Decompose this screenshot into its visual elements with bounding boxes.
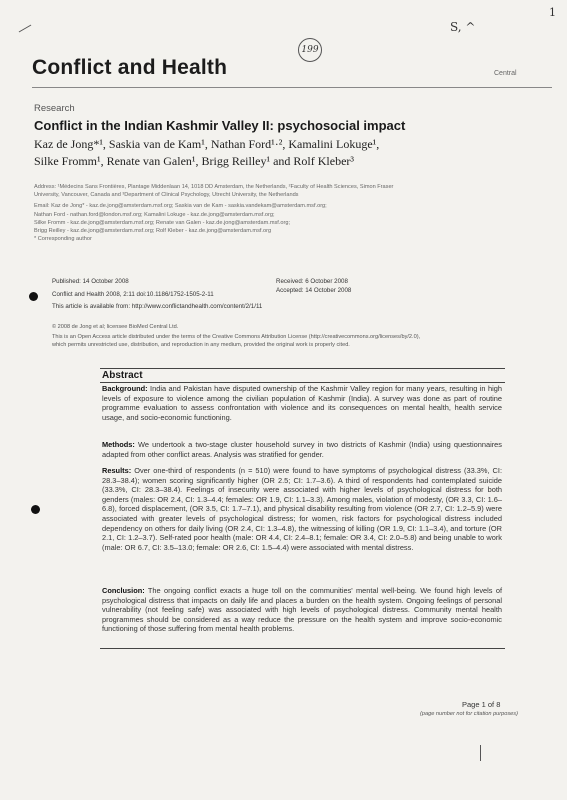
methods-label: Methods: — [102, 440, 135, 449]
results-text: Over one-third of respondents (n = 510) were found to have symptoms of psychological distress (33.3%, CI: 28.3–38.4); women scoring significantly higher (OR 2.5; CI: 1.7–3.6). A third of respondents had contemplated suicide (33.3%, CI: 28.3–38.4). Feelings of insecurity were associated with higher levels of psychological distress for both genders (males: OR 2.4, CI: 1.3–4.4; females: OR 1.9, CI: 1.1–3.3). Among males, violation of modesty, (OR 3.3, CI: 1.6–6.8), forced displacement, (OR 3.5, CI: 1.7–7.1), and physical disability resulting from violence (OR 2.7, CI: 1.2–5.9) were associated with greater levels of psychological distress; for women, risk factors for psychological distress included dependency on others for daily living (OR 2.4, CI: 1.3–4.8), the witnessing of killing (OR 1.9, CI: 1.1–3.4), and torture (OR 2.1, CI: 1.2–3.7). Self-rated poor health (male: OR 4.4, CI: 2.4–8.1; female: OR 3.4, CI: 2.0–5.8) and being unable to work (male: OR 6.7, CI: 3.5–13.0; female: OR 2.6, CI: 1.5–4.4) were associated with mental distress. — [102, 466, 502, 552]
page-number-note: (page number not for citation purposes) — [420, 711, 518, 717]
article-url[interactable]: This article is available from: http://www.conflictandhealth.com/content/2/1/11 — [52, 303, 263, 310]
address-line: Address: ¹Médecins Sans Frontières, Plantage Middenlaan 14, 1018 DD Amsterdam, the Netherlands, ²Faculty of Health Sciences, Simon Fraser — [34, 184, 394, 190]
handwritten-stamp: 199 — [298, 38, 322, 62]
email-line: Nathan Ford - nathan.ford@london.msf.org; Kamalini Lokuge - kaz.de.jong@amsterdam.msf.org; — [34, 211, 275, 218]
punch-hole-top — [29, 292, 38, 301]
authors-line: Kaz de Jong*¹, Saskia van de Kam¹, Nathan Ford¹·², Kamalini Lokuge¹, — [34, 137, 380, 151]
abstract-results — [102, 466, 502, 552]
section-label: Research — [34, 103, 75, 114]
abstract-background — [102, 384, 502, 422]
email-line: Email: Kaz de Jong* - kaz.de.jong@amsterdam.msf.org; Saskia van de Kam - saskia.vandekam@amsterdam.msf.org; — [34, 203, 327, 210]
abstract-heading-rule — [100, 382, 505, 383]
article-title: Conflict in the Indian Kashmir Valley II: psychosocial impact — [34, 118, 406, 133]
scan-mark-top-left — [19, 25, 32, 33]
corresponding-author-note: * Corresponding author — [34, 236, 92, 243]
results-label: Results: — [102, 466, 132, 475]
scan-mark-bottom — [480, 745, 481, 761]
abstract-top-rule — [100, 368, 505, 369]
abstract-heading: Abstract — [102, 370, 143, 381]
background-label: Background: — [102, 384, 148, 393]
handwritten-corner-mark-2: S, ^ — [450, 20, 476, 34]
publisher-tag: Central — [494, 70, 517, 77]
copyright-line: © 2008 de Jong et al; licensee BioMed Central Ltd. — [52, 324, 179, 330]
citation: Conflict and Health 2008, 2:11 doi:10.1186/1752-1505-2-11 — [52, 291, 214, 298]
address-line: University, Vancouver, Canada and ³Department of Clinical Psychology, Utrecht University, the Netherlands — [34, 192, 299, 199]
handwritten-corner-mark: 1 — [549, 6, 556, 19]
received-date: Received: 6 October 2008 — [276, 278, 348, 285]
license-block — [52, 323, 522, 349]
page-number: Page 1 of 8 — [462, 700, 501, 709]
published-date: Published: 14 October 2008 — [52, 278, 129, 285]
email-line: Silke Fromm - kaz.de.jong@amsterdam.msf.org; Renate van Galen - kaz.de.jong@amsterdam.msf.org; — [34, 219, 291, 226]
affiliations-block — [34, 183, 534, 243]
authors-list — [34, 136, 524, 170]
header-divider — [32, 87, 552, 88]
punch-hole-bottom — [31, 505, 40, 514]
abstract-conclusion — [102, 586, 502, 634]
background-text: India and Pakistan have disputed ownership of the Kashmir Valley region for many years, resulting in high levels of exposure to violence among the civilian population of Kashmir (India). A survey was done as part of routine programme evaluation to assess confrontation with violence and its consequences on mental health, health service usage, and socio-economic functioning. — [102, 384, 502, 422]
accepted-date: Accepted: 14 October 2008 — [276, 287, 352, 294]
conclusion-text: The ongoing conflict exacts a huge toll on the communities' mental well-being. We found high levels of psychological distress that impacts on daily life and places a burden on the health system. Ongoing feelings of personal vulnerability (not feeling safe) was associated with high levels of psychological distress. Community mental health programmes should be considered as a way reduce the pressure on the health system and improve socio-economic functioning of those suffering from mental health problems. — [102, 586, 502, 634]
email-line: Brigg Reilley - kaz.de.jong@amsterdam.msf.org; Rolf Kleber - kaz.de.jong@amsterdam.msf.org — [34, 228, 272, 235]
methods-text: We undertook a two-stage cluster household survey in two districts of Kashmir (India) using questionnaires adapted from other conflict areas. Analysis was stratified for gender. — [102, 440, 502, 459]
journal-title: Conflict and Health — [32, 56, 228, 79]
license-line: This is an Open Access article distributed under the terms of the Creative Commons Attribution License (http://creativecommons.org/licenses/by/2.0), — [52, 334, 421, 340]
license-line: which permits unrestricted use, distribution, and reproduction in any medium, provided the original work is properly cited. — [52, 342, 350, 348]
abstract-methods — [102, 440, 502, 459]
conclusion-label: Conclusion: — [102, 586, 145, 595]
abstract-bottom-rule — [100, 648, 505, 649]
authors-line: Silke Fromm¹, Renate van Galen¹, Brigg Reilley¹ and Rolf Kleber³ — [34, 154, 354, 168]
